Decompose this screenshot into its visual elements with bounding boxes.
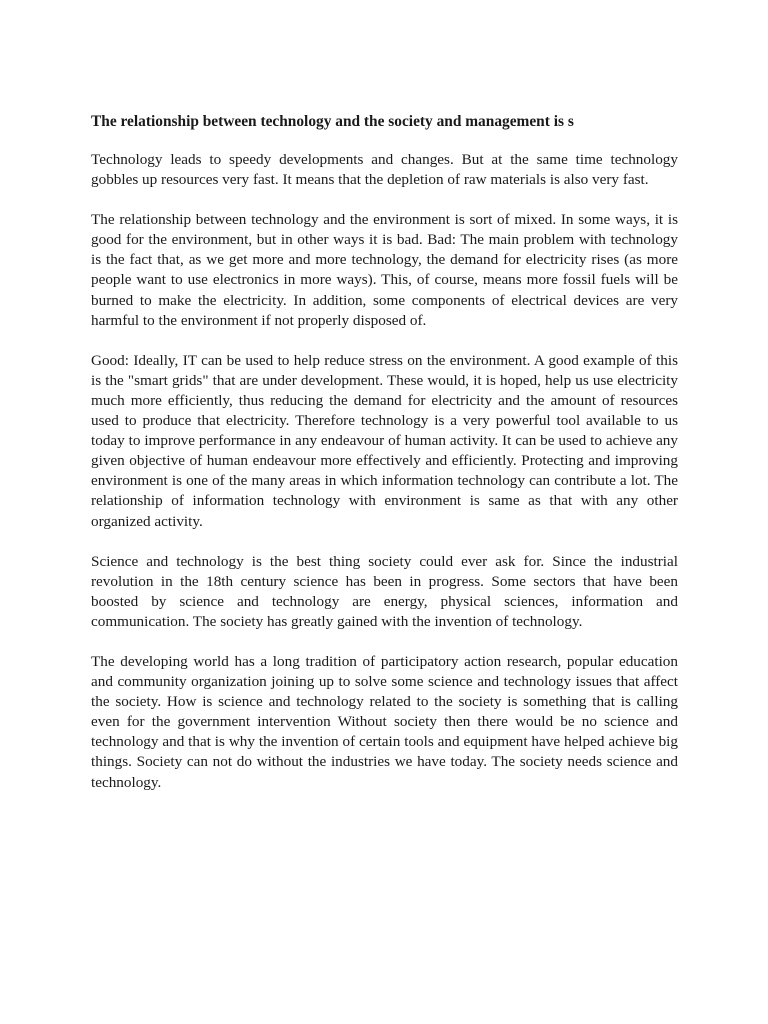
paragraph-smart-grids: Good: Ideally, IT can be used to help reduce stress on the environment. A good example of this is the "smart grids" that are under development. These would, it is hoped, help us use electricity much more efficiently, thus reducing the demand for electricity and the amount of resources used to produce that electricity. Therefore technology is a very powerful tool available to us today to improve performance in any endeavour of human activity. It can be used to achieve any given objective of human endeavour more effectively and efficiently. Protecting and improving environment is one of the many areas in which information technology can contribute a lot. The relationship of information technology with environment is same as that with any other organized activity.	[91, 351, 678, 530]
document-page	[91, 112, 678, 813]
paragraph-science-society: Science and technology is the best thing society could ever ask for. Since the industrial revolution in the 18th century science has been in progress. Some sectors that have been boosted by science and technology are energy, physical sciences, information and communication. The society has greatly gained with the invention of technology.	[91, 552, 678, 630]
document-heading: The relationship between technology and the society and management is s	[91, 113, 574, 130]
paragraph-developing-world: The developing world has a long tradition of participatory action research, popular education and community organization joining up to solve some science and technology issues that affect the society. How is science and technology related to the society is something that is calling even for the government intervention Without society then there would be no science and technology and that is why the invention of certain tools and equipment have helped achieve big things. Society can not do without the industries we have today. The society needs science and technology.	[91, 652, 678, 791]
paragraph-environment-mixed: The relationship between technology and the environment is sort of mixed. In some ways, it is good for the environment, but in other ways it is bad. Bad: The main problem with technology is the fact that, as we get more and more technology, the demand for electricity rises (as more people want to use electronics in more ways). This, of course, means more fossil fuels will be burned to make the electricity. In addition, some components of electrical devices are very harmful to the environment if not properly disposed of.	[91, 211, 678, 329]
paragraph-technology-speed: Technology leads to speedy developments and changes. But at the same time technology gobbles up resources very fast. It means that the depletion of raw materials is also very fast.	[91, 151, 678, 189]
